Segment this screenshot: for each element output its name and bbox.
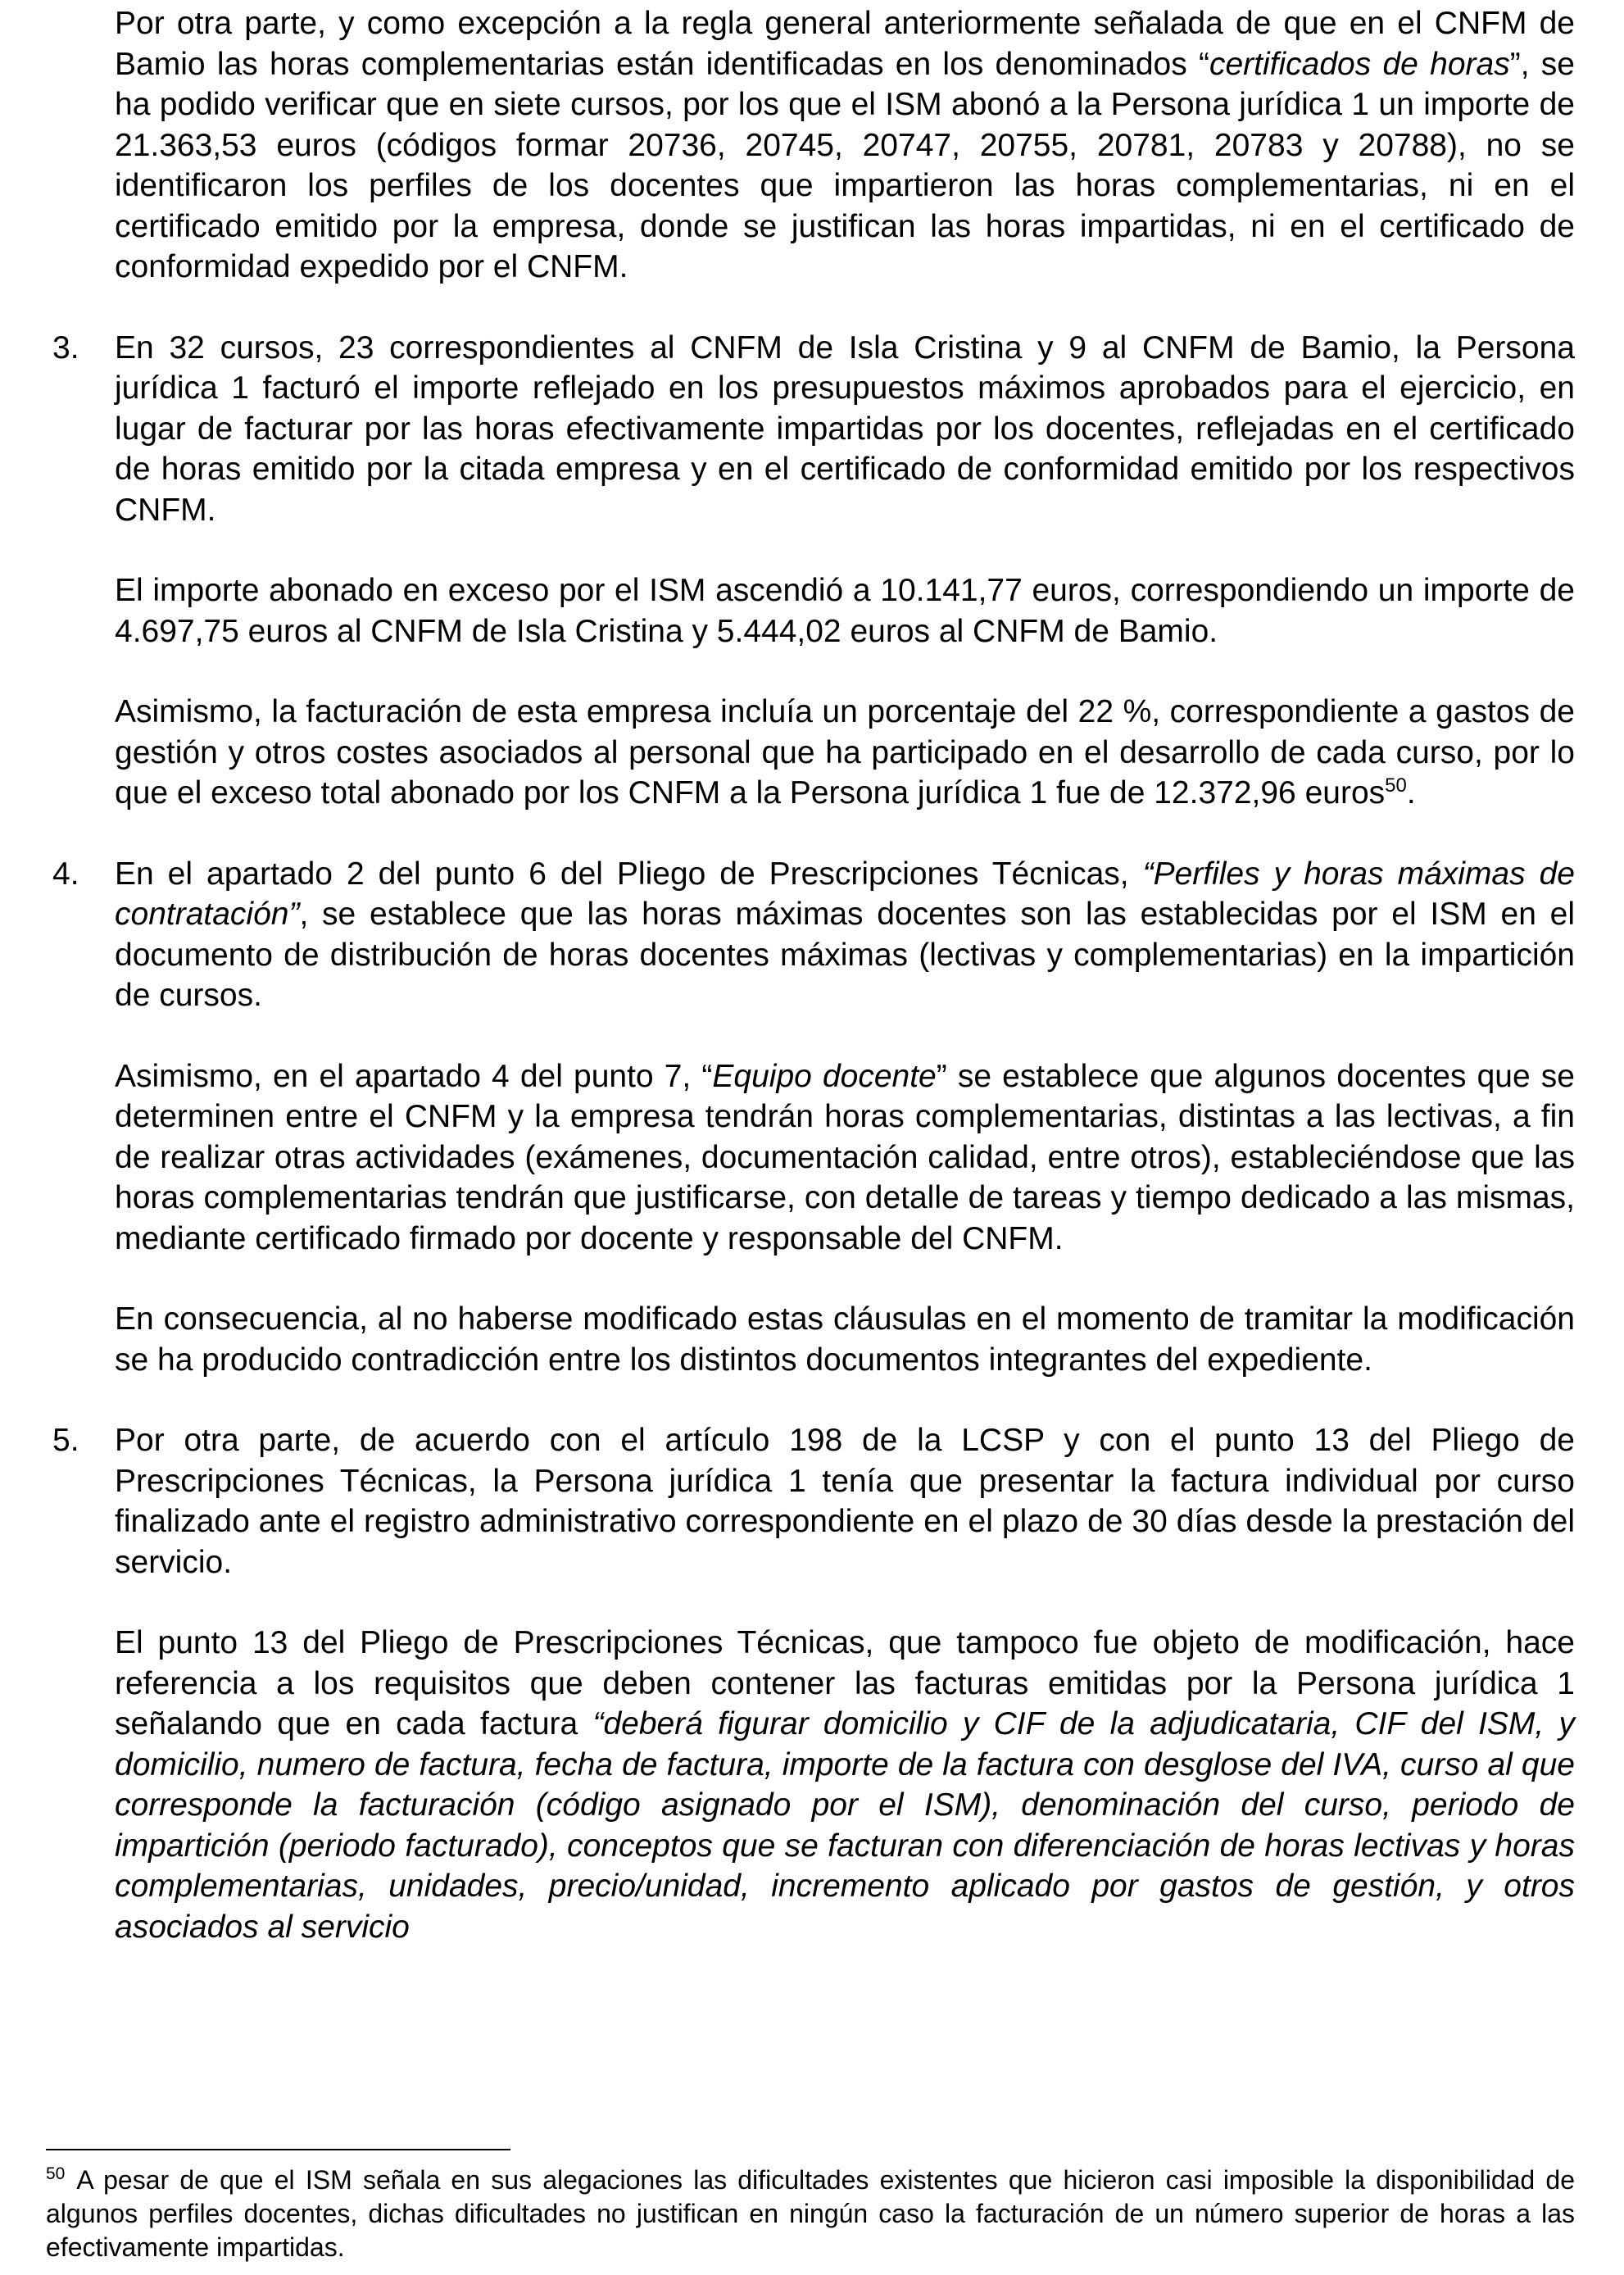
- item4-p2-end: ” se establece que algunos docentes que se determinen entre el CNFM y la empresa tendrán horas complementarias, distintas a las lectivas, a fin de realizar otras actividades (exámenes, documentación calidad, entre otros), estableciéndose que las horas complementarias tendrán que justificarse, con detalle de tareas y tiempo dedicado a las mismas, mediante certificado firmado por docente y responsable del CNFM.: [115, 1058, 1575, 1256]
- body-text: [52, 3, 1576, 1987]
- footnote-number: 50: [46, 2164, 66, 2183]
- item5-p2-italic: “deberá figurar domicilio y CIF de la adjudicataria, CIF del ISM, y domicilio, numero de factura, fecha de factura, importe de la factura con desglose del IVA, curso al que corresponde la facturación (código asignado por el ISM), denominación del curso, periodo de impartición (periodo facturado), conceptos que se facturan con diferenciación de horas lectivas y horas complementarias, unidades, precio/unidad, incremento aplicado por gastos de gestión, y otros asociados al servicio: [115, 1706, 1576, 1945]
- item3-paragraph-3-text: Asimismo, la facturación de esta empresa incluía un porcentaje del 22 %, correspondiente a gastos de gestión y otros costes asociados al personal que ha participado en el desarrollo de cada curso, por lo que el exceso total abonado por los CNFM a la Persona jurídica 1 fue de 12.372,96 euros: [115, 694, 1575, 811]
- item4-paragraph-3: En consecuencia, al no haberse modificado estas cláusulas en el momento de tramitar la modificación se ha producido contradicción entre los distintos documentos integrantes del expediente.: [115, 1301, 1575, 1378]
- footnote-reference[interactable]: 50: [1385, 774, 1407, 797]
- item5-paragraph-2: [115, 1623, 1575, 1947]
- item5-paragraph-1: Por otra parte, de acuerdo con el artículo 198 de la LCSP y con el punto 13 del Pliego de Prescripciones Técnicas, la Persona jurídica 1 tenía que presentar la factura individual por curso finalizado ante el registro administrativo correspondiente en el plazo de 30 días desde la prestación del servicio.: [115, 1423, 1575, 1580]
- item4-p1-start: En el apartado 2 del punto 6 del Pliego de Prescripciones Técnicas,: [115, 856, 1143, 892]
- item4-p2-italic: Equipo docente: [712, 1058, 937, 1094]
- item4-paragraph-2: [115, 1056, 1575, 1260]
- list-item-5: [52, 1420, 1576, 1947]
- intro-text-start: Por otra parte, y como excepción a la regla general anteriormente señalada de que en el CNFM de Bamio las horas complementarias están identificadas en los denominados “: [115, 6, 1575, 82]
- item4-p2-start: Asimismo, en el apartado 4 del punto 7, “: [115, 1058, 713, 1094]
- item3-paragraph-3: [115, 692, 1575, 814]
- item4-p1-italic: “Perfiles y horas máximas de contratación”: [115, 856, 1575, 932]
- intro-text-end: ”, se ha podido verificar que en siete cursos, por los que el ISM abonó a la Persona jurídica 1 un importe de 21.363,53 euros (códigos formar 20736, 20745, 20747, 20755, 20781, 20783 y 20788), no se identificaron los perfiles de los docentes que impartieron las horas complementarias, ni en el certificado emitido por la empresa, donde se justifican las horas impartidas, ni en el certificado de conformidad expedido por el CNFM.: [115, 46, 1575, 284]
- list-item-number: 5.: [52, 1423, 79, 1458]
- intro-text-italic: certificados de horas: [1209, 46, 1510, 82]
- item3-paragraph-1: En 32 cursos, 23 correspondientes al CNFM de Isla Cristina y 9 al CNFM de Bamio, la Persona jurídica 1 facturó el importe reflejado en los presupuestos máximos aprobados para el ejercicio, en lugar de facturar por las horas efectivamente impartidas por los docentes, reflejadas en el certificado de horas emitido por la citada empresa y en el certificado de conformidad emitido por los respectivos CNFM.: [115, 329, 1575, 528]
- item3-paragraph-3-end: .: [1406, 775, 1416, 811]
- intro-paragraph: [115, 3, 1575, 288]
- item3-paragraph-2: El importe abonado en exceso por el ISM ascendió a 10.141,77 euros, correspondiendo un importe de 4.697,75 euros al CNFM de Isla Cristina y 5.444,02 euros al CNFM de Bamio.: [115, 573, 1575, 649]
- footnote-separator: [46, 2149, 510, 2150]
- item5-p2-start: El punto 13 del Pliego de Prescripciones Técnicas, que tampoco fue objeto de modificación, hace referencia a los requisitos que deben contener las facturas emitidas por la Persona jurídica 1 señalando que en cada factura: [115, 1625, 1575, 1741]
- list-item-3: [52, 328, 1575, 814]
- list-item-number: 4.: [52, 856, 79, 892]
- footnote: [46, 2164, 1575, 2264]
- item4-p1-end: , se establece que las horas máximas docentes son las establecidas por el ISM en el documento de distribución de horas docentes máximas (lectivas y complementarias) en la impartición de cursos.: [115, 897, 1575, 1013]
- footnote-text: A pesar de que el ISM señala en sus alegaciones las dificultades existentes que hicieron casi imposible la disponibilidad de algunos perfiles docentes, dichas dificultades no justifican en ningún caso la facturación de un número superior de horas a las efectivamente impartidas.: [46, 2165, 1575, 2262]
- list-item-number: 3.: [52, 329, 79, 366]
- list-item-4: [52, 854, 1575, 1381]
- item4-paragraph-1: [115, 854, 1575, 1016]
